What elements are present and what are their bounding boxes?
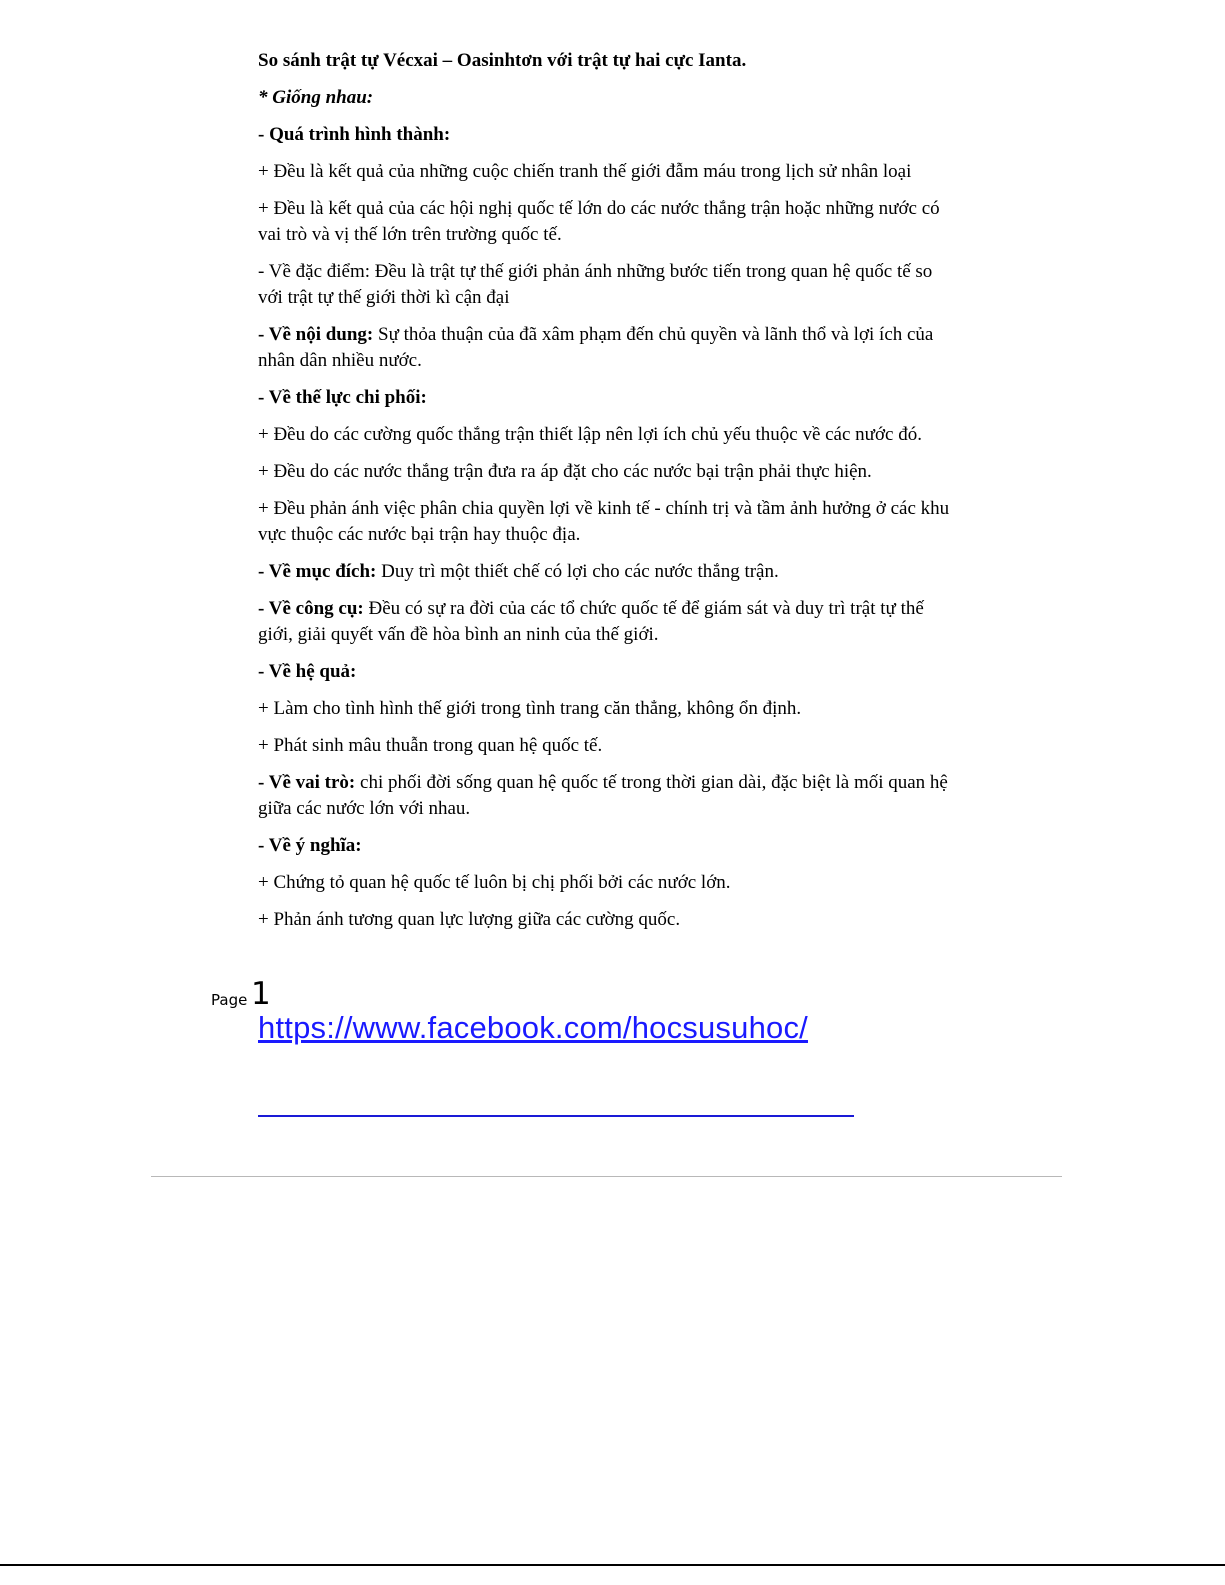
formation-point-2: + Đều là kết quả của các hội nghị quốc tế lớn do các nước thắng trận hoặc những nước có vai trò và vị thế lớn trên trường quốc tế. xyxy=(258,198,940,245)
meaning-point-1: + Chứng tỏ quan hệ quốc tế luôn bị chị phối bởi các nước lớn. xyxy=(258,872,731,893)
forces-point-1: + Đều do các cường quốc thắng trận thiết lập nên lợi ích chủ yếu thuộc về các nước đó. xyxy=(258,424,922,445)
forces-point-3: + Đều phản ánh việc phân chia quyền lợi về kinh tế - chính trị và tầm ảnh hưởng ở các khu vực thuộc các nước bại trận hay thuộc địa. xyxy=(258,498,950,545)
role-paragraph xyxy=(258,770,958,822)
page-divider xyxy=(151,1176,1062,1177)
meaning-heading: - Về ý nghĩa: xyxy=(258,835,362,856)
tools-paragraph xyxy=(258,596,958,648)
content-text: Sự thỏa thuận của đã xâm phạm đến chủ quyền và lãnh thổ và lợi ích của nhân dân nhiều nước. xyxy=(258,324,934,371)
features-paragraph: - Về đặc điểm: Đều là trật tự thế giới phản ánh những bước tiến trong quan hệ quốc tế so với trật tự thế giới thời kì cận đại xyxy=(258,261,933,308)
formation-point-1: + Đều là kết quả của những cuộc chiến tranh thế giới đẫm máu trong lịch sử nhân loại xyxy=(258,161,912,182)
consequence-point-1: + Làm cho tình hình thế giới trong tình trang căn thẳng, không ổn định. xyxy=(258,698,802,719)
role-text: chi phối đời sống quan hệ quốc tế trong thời gian dài, đặc biệt là mối quan hệ giữa các nước lớn với nhau. xyxy=(258,772,948,819)
tools-text: Đều có sự ra đời của các tổ chức quốc tế để giám sát và duy trì trật tự thế giới, giải quyết vấn đề hòa bình an ninh của thế giới. xyxy=(258,598,924,645)
document-body xyxy=(258,48,958,944)
content-paragraph xyxy=(258,322,958,374)
content-label: - Về nội dung: xyxy=(258,324,374,345)
consequence-heading: - Về hệ quả: xyxy=(258,661,357,682)
purpose-text: Duy trì một thiết chế có lợi cho các nước thắng trận. xyxy=(376,561,779,582)
purpose-label: - Về mục đích: xyxy=(258,561,377,582)
role-label: - Về vai trò: xyxy=(258,772,356,793)
link-underline xyxy=(258,1115,854,1117)
forces-point-2: + Đều do các nước thắng trận đưa ra áp đặt cho các nước bại trận phải thực hiện. xyxy=(258,461,872,482)
facebook-link[interactable]: https://www.facebook.com/hocsusuhoc/ xyxy=(258,1010,808,1045)
document-title: So sánh trật tự Vécxai – Oasinhtơn với trật tự hai cực Ianta. xyxy=(258,50,747,71)
bottom-edge-divider xyxy=(0,1564,1225,1566)
page-number: 1 xyxy=(251,976,271,1012)
consequence-point-2: + Phát sinh mâu thuẫn trong quan hệ quốc tế. xyxy=(258,735,603,756)
tools-label: - Về công cụ: xyxy=(258,598,364,619)
meaning-point-2: + Phản ánh tương quan lực lượng giữa các cường quốc. xyxy=(258,909,681,930)
forces-heading: - Về thế lực chi phối: xyxy=(258,387,427,408)
purpose-paragraph xyxy=(258,559,958,585)
formation-heading: - Quá trình hình thành: xyxy=(258,124,451,145)
similar-heading: * Giống nhau: xyxy=(258,87,374,108)
page-label: Page xyxy=(211,991,248,1009)
